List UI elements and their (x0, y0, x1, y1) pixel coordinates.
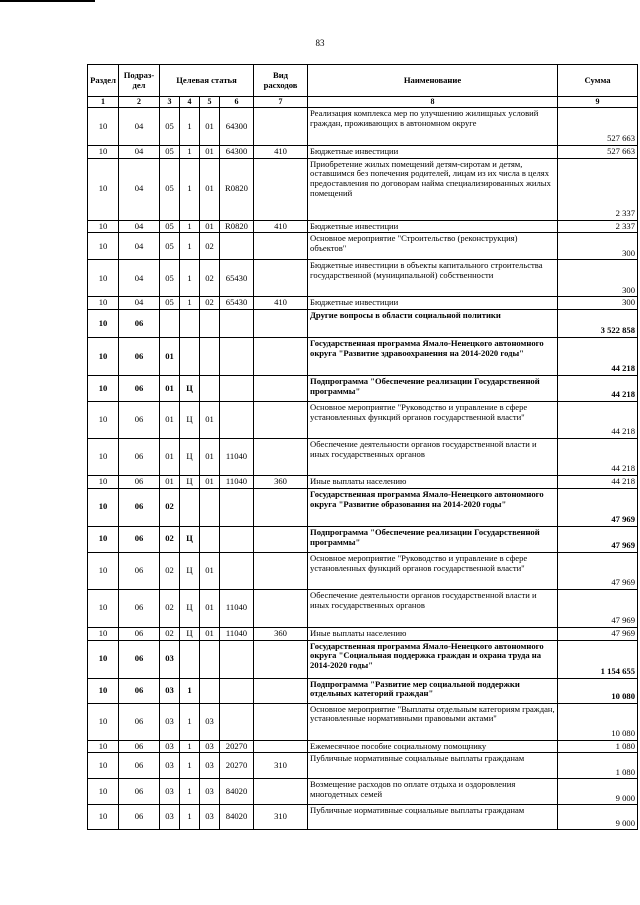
program-code-cell (160, 310, 180, 338)
amount-cell: 44 218 (558, 439, 638, 476)
column-number-row (88, 97, 638, 108)
subprogram-code-cell (180, 488, 200, 526)
activity-code-cell: 01 (200, 220, 220, 233)
razdel-cell: 10 (88, 402, 119, 439)
amount-cell: 2 337 (558, 220, 638, 233)
subprogram-code-cell (180, 640, 200, 678)
table-row (88, 260, 638, 297)
subprogram-code-cell: Ц (180, 439, 200, 476)
podrazdel-cell: 06 (119, 402, 160, 439)
budget-table (87, 64, 638, 830)
col-number: 3 (160, 97, 180, 108)
activity-code-cell (200, 678, 220, 703)
program-code-cell: 02 (160, 627, 180, 640)
podrazdel-cell: 06 (119, 740, 160, 753)
activity-code-cell: 02 (200, 233, 220, 260)
podrazdel-cell: 04 (119, 108, 160, 146)
subprogram-code-cell: 1 (180, 678, 200, 703)
table-row (88, 552, 638, 589)
direction-code-cell (220, 526, 254, 552)
subprogram-code-cell: Ц (180, 552, 200, 589)
subprogram-code-cell: 1 (180, 740, 200, 753)
razdel-cell: 10 (88, 476, 119, 489)
activity-code-cell (200, 338, 220, 376)
podrazdel-cell: 06 (119, 310, 160, 338)
subprogram-code-cell: Ц (180, 376, 200, 402)
subprogram-code-cell: Ц (180, 627, 200, 640)
table-row (88, 310, 638, 338)
program-code-cell: 01 (160, 402, 180, 439)
expense-type-cell: 310 (254, 753, 308, 779)
program-code-cell: 01 (160, 338, 180, 376)
expense-type-cell (254, 779, 308, 805)
table-header-row (88, 65, 638, 97)
podrazdel-cell: 06 (119, 678, 160, 703)
col-number: 8 (308, 97, 558, 108)
program-code-cell: 03 (160, 805, 180, 830)
expense-type-cell (254, 310, 308, 338)
activity-code-cell (200, 488, 220, 526)
name-cell: Основное мероприятие "Руководство и управление в сфере установленных функций органов государственной власти" (308, 402, 558, 439)
subprogram-code-cell: 1 (180, 805, 200, 830)
name-cell: Основное мероприятие "Строительство (реконструкция) объектов" (308, 233, 558, 260)
budget-table-container (87, 64, 637, 830)
expense-type-cell (254, 260, 308, 297)
activity-code-cell: 01 (200, 589, 220, 627)
direction-code-cell: 65430 (220, 260, 254, 297)
activity-code-cell: 01 (200, 158, 220, 220)
expense-type-cell (254, 233, 308, 260)
direction-code-cell: R0820 (220, 158, 254, 220)
table-row (88, 233, 638, 260)
col-number: 2 (119, 97, 160, 108)
program-code-cell: 05 (160, 233, 180, 260)
expense-type-cell: 410 (254, 297, 308, 310)
program-code-cell: 02 (160, 589, 180, 627)
razdel-cell: 10 (88, 439, 119, 476)
header-summa: Сумма (558, 65, 638, 97)
activity-code-cell: 02 (200, 260, 220, 297)
expense-type-cell (254, 108, 308, 146)
program-code-cell: 03 (160, 678, 180, 703)
direction-code-cell: 84020 (220, 779, 254, 805)
expense-type-cell (254, 338, 308, 376)
amount-cell: 3 522 858 (558, 310, 638, 338)
direction-code-cell: 11040 (220, 589, 254, 627)
table-row (88, 627, 638, 640)
amount-cell: 47 969 (558, 488, 638, 526)
podrazdel-cell: 06 (119, 703, 160, 740)
activity-code-cell: 03 (200, 779, 220, 805)
razdel-cell: 10 (88, 678, 119, 703)
program-code-cell: 02 (160, 526, 180, 552)
expense-type-cell: 310 (254, 805, 308, 830)
activity-code-cell: 03 (200, 740, 220, 753)
table-row (88, 753, 638, 779)
subprogram-code-cell (180, 310, 200, 338)
amount-cell: 9 000 (558, 779, 638, 805)
expense-type-cell: 410 (254, 146, 308, 159)
program-code-cell: 05 (160, 297, 180, 310)
col-number: 1 (88, 97, 119, 108)
table-row (88, 779, 638, 805)
direction-code-cell (220, 678, 254, 703)
amount-cell: 1 080 (558, 753, 638, 779)
expense-type-cell: 360 (254, 476, 308, 489)
col-number: 7 (254, 97, 308, 108)
direction-code-cell (220, 310, 254, 338)
razdel-cell: 10 (88, 627, 119, 640)
razdel-cell: 10 (88, 233, 119, 260)
razdel-cell: 10 (88, 260, 119, 297)
podrazdel-cell: 04 (119, 158, 160, 220)
program-code-cell: 03 (160, 753, 180, 779)
program-code-cell: 02 (160, 552, 180, 589)
name-cell: Основное мероприятие "Руководство и управление в сфере установленных функций органов государственной власти" (308, 552, 558, 589)
expense-type-cell (254, 158, 308, 220)
activity-code-cell: 01 (200, 439, 220, 476)
razdel-cell: 10 (88, 488, 119, 526)
razdel-cell: 10 (88, 703, 119, 740)
razdel-cell: 10 (88, 640, 119, 678)
subprogram-code-cell: 1 (180, 158, 200, 220)
razdel-cell: 10 (88, 376, 119, 402)
direction-code-cell (220, 488, 254, 526)
col-number: 5 (200, 97, 220, 108)
podrazdel-cell: 04 (119, 260, 160, 297)
table-row (88, 740, 638, 753)
name-cell: Подпрограмма "Развитие мер социальной поддержки отдельных категорий граждан" (308, 678, 558, 703)
table-row (88, 108, 638, 146)
name-cell: Публичные нормативные социальные выплаты гражданам (308, 753, 558, 779)
table-row (88, 146, 638, 159)
table-row (88, 439, 638, 476)
subprogram-code-cell: 1 (180, 297, 200, 310)
subprogram-code-cell (180, 338, 200, 376)
activity-code-cell: 01 (200, 476, 220, 489)
expense-type-cell (254, 740, 308, 753)
activity-code-cell: 03 (200, 703, 220, 740)
podrazdel-cell: 06 (119, 376, 160, 402)
razdel-cell: 10 (88, 220, 119, 233)
razdel-cell: 10 (88, 338, 119, 376)
table-row (88, 589, 638, 627)
subprogram-code-cell: 1 (180, 260, 200, 297)
razdel-cell: 10 (88, 146, 119, 159)
podrazdel-cell: 06 (119, 439, 160, 476)
amount-cell: 47 969 (558, 627, 638, 640)
table-body (88, 108, 638, 830)
table-row (88, 158, 638, 220)
subprogram-code-cell: Ц (180, 476, 200, 489)
activity-code-cell: 01 (200, 146, 220, 159)
subprogram-code-cell: 1 (180, 779, 200, 805)
name-cell: Основное мероприятие "Выплаты отдельным категориям граждан, установленные нормативными правовыми актами" (308, 703, 558, 740)
direction-code-cell (220, 376, 254, 402)
expense-type-cell (254, 526, 308, 552)
top-rule (0, 0, 95, 2)
activity-code-cell: 03 (200, 753, 220, 779)
podrazdel-cell: 06 (119, 805, 160, 830)
razdel-cell: 10 (88, 526, 119, 552)
header-naimenovanie: Наименование (308, 65, 558, 97)
name-cell: Ежемесячное пособие социальному помощнику (308, 740, 558, 753)
podrazdel-cell: 04 (119, 146, 160, 159)
activity-code-cell: 01 (200, 108, 220, 146)
program-code-cell: 01 (160, 376, 180, 402)
direction-code-cell: 20270 (220, 753, 254, 779)
podrazdel-cell: 04 (119, 297, 160, 310)
direction-code-cell: R0820 (220, 220, 254, 233)
header-celevaya: Целевая статья (160, 65, 254, 97)
subprogram-code-cell: 1 (180, 108, 200, 146)
direction-code-cell: 11040 (220, 476, 254, 489)
program-code-cell: 05 (160, 260, 180, 297)
amount-cell: 1 154 655 (558, 640, 638, 678)
expense-type-cell (254, 703, 308, 740)
program-code-cell: 05 (160, 158, 180, 220)
amount-cell: 300 (558, 297, 638, 310)
direction-code-cell (220, 703, 254, 740)
name-cell: Государственная программа Ямало-Ненецкого автономного округа "Развитие образования на 2014-2020 годы" (308, 488, 558, 526)
activity-code-cell: 02 (200, 297, 220, 310)
name-cell: Другие вопросы в области социальной политики (308, 310, 558, 338)
podrazdel-cell: 06 (119, 488, 160, 526)
expense-type-cell (254, 402, 308, 439)
amount-cell: 527 663 (558, 108, 638, 146)
direction-code-cell: 84020 (220, 805, 254, 830)
program-code-cell: 03 (160, 779, 180, 805)
razdel-cell: 10 (88, 310, 119, 338)
subprogram-code-cell: 1 (180, 233, 200, 260)
direction-code-cell (220, 640, 254, 678)
razdel-cell: 10 (88, 779, 119, 805)
subprogram-code-cell: 1 (180, 753, 200, 779)
program-code-cell: 01 (160, 439, 180, 476)
podrazdel-cell: 06 (119, 476, 160, 489)
amount-cell: 47 969 (558, 526, 638, 552)
direction-code-cell: 11040 (220, 439, 254, 476)
expense-type-cell (254, 439, 308, 476)
razdel-cell: 10 (88, 297, 119, 310)
podrazdel-cell: 04 (119, 220, 160, 233)
subprogram-code-cell: Ц (180, 402, 200, 439)
program-code-cell: 05 (160, 108, 180, 146)
program-code-cell: 03 (160, 640, 180, 678)
activity-code-cell (200, 526, 220, 552)
activity-code-cell (200, 640, 220, 678)
subprogram-code-cell: Ц (180, 526, 200, 552)
subprogram-code-cell: 1 (180, 146, 200, 159)
expense-type-cell (254, 589, 308, 627)
name-cell: Бюджетные инвестиции в объекты капитального строительства государственной (муниципальной) собственности (308, 260, 558, 297)
direction-code-cell (220, 338, 254, 376)
activity-code-cell: 01 (200, 402, 220, 439)
col-number: 4 (180, 97, 200, 108)
name-cell: Бюджетные инвестиции (308, 297, 558, 310)
page-number: 83 (315, 38, 325, 48)
name-cell: Приобретение жилых помещений детям-сиротам и детям, оставшимся без попечения родителей, лицам из их числа в целях предоставления по договорам найма специализированных жилых помещений (308, 158, 558, 220)
col-number: 9 (558, 97, 638, 108)
name-cell: Государственная программа Ямало-Ненецкого автономного округа "Развитие здравоохранения на 2014-2020 годы" (308, 338, 558, 376)
podrazdel-cell: 06 (119, 627, 160, 640)
name-cell: Возмещение расходов по оплате отдыха и оздоровления многодетных семей (308, 779, 558, 805)
activity-code-cell: 03 (200, 805, 220, 830)
amount-cell: 44 218 (558, 476, 638, 489)
table-row (88, 376, 638, 402)
podrazdel-cell: 06 (119, 338, 160, 376)
direction-code-cell: 64300 (220, 146, 254, 159)
name-cell: Бюджетные инвестиции (308, 146, 558, 159)
amount-cell: 47 969 (558, 589, 638, 627)
razdel-cell: 10 (88, 552, 119, 589)
name-cell: Публичные нормативные социальные выплаты гражданам (308, 805, 558, 830)
program-code-cell: 03 (160, 703, 180, 740)
expense-type-cell (254, 488, 308, 526)
amount-cell: 44 218 (558, 338, 638, 376)
header-razdel: Раздел (88, 65, 119, 97)
expense-type-cell (254, 552, 308, 589)
razdel-cell: 10 (88, 753, 119, 779)
amount-cell: 44 218 (558, 402, 638, 439)
table-row (88, 338, 638, 376)
table-row (88, 297, 638, 310)
col-number: 6 (220, 97, 254, 108)
amount-cell: 300 (558, 233, 638, 260)
expense-type-cell: 360 (254, 627, 308, 640)
expense-type-cell (254, 640, 308, 678)
amount-cell: 1 080 (558, 740, 638, 753)
amount-cell: 2 337 (558, 158, 638, 220)
table-row (88, 678, 638, 703)
amount-cell: 527 663 (558, 146, 638, 159)
amount-cell: 10 080 (558, 703, 638, 740)
table-row (88, 703, 638, 740)
podrazdel-cell: 06 (119, 526, 160, 552)
table-row (88, 640, 638, 678)
podrazdel-cell: 06 (119, 589, 160, 627)
name-cell: Государственная программа Ямало-Ненецкого автономного округа "Социальная поддержка граждан и охрана труда на 2014-2020 годы" (308, 640, 558, 678)
header-vid: Вид расходов (254, 65, 308, 97)
name-cell: Иные выплаты населению (308, 476, 558, 489)
direction-code-cell (220, 233, 254, 260)
header-podrazdel: Подраз-дел (119, 65, 160, 97)
direction-code-cell: 65430 (220, 297, 254, 310)
table-row (88, 220, 638, 233)
program-code-cell: 03 (160, 740, 180, 753)
razdel-cell: 10 (88, 158, 119, 220)
table-row (88, 402, 638, 439)
subprogram-code-cell: 1 (180, 703, 200, 740)
activity-code-cell (200, 376, 220, 402)
amount-cell: 47 969 (558, 552, 638, 589)
name-cell: Обеспечение деятельности органов государственной власти и иных государственных органов (308, 589, 558, 627)
direction-code-cell: 11040 (220, 627, 254, 640)
name-cell: Подпрограмма "Обеспечение реализации Государственной программы" (308, 526, 558, 552)
direction-code-cell (220, 402, 254, 439)
activity-code-cell: 01 (200, 552, 220, 589)
direction-code-cell (220, 552, 254, 589)
razdel-cell: 10 (88, 108, 119, 146)
amount-cell: 300 (558, 260, 638, 297)
subprogram-code-cell: Ц (180, 589, 200, 627)
program-code-cell: 05 (160, 220, 180, 233)
table-row (88, 488, 638, 526)
name-cell: Обеспечение деятельности органов государственной власти и иных государственных органов (308, 439, 558, 476)
podrazdel-cell: 06 (119, 552, 160, 589)
podrazdel-cell: 06 (119, 753, 160, 779)
name-cell: Бюджетные инвестиции (308, 220, 558, 233)
program-code-cell: 05 (160, 146, 180, 159)
expense-type-cell: 410 (254, 220, 308, 233)
amount-cell: 9 000 (558, 805, 638, 830)
direction-code-cell: 64300 (220, 108, 254, 146)
razdel-cell: 10 (88, 740, 119, 753)
program-code-cell: 01 (160, 476, 180, 489)
name-cell: Иные выплаты населению (308, 627, 558, 640)
expense-type-cell (254, 678, 308, 703)
amount-cell: 44 218 (558, 376, 638, 402)
table-row (88, 526, 638, 552)
direction-code-cell: 20270 (220, 740, 254, 753)
expense-type-cell (254, 376, 308, 402)
activity-code-cell: 01 (200, 627, 220, 640)
name-cell: Реализация комплекса мер по улучшению жилищных условий граждан, проживающих в автономном округе (308, 108, 558, 146)
table-row (88, 805, 638, 830)
table-row (88, 476, 638, 489)
podrazdel-cell: 04 (119, 233, 160, 260)
activity-code-cell (200, 310, 220, 338)
subprogram-code-cell: 1 (180, 220, 200, 233)
program-code-cell: 02 (160, 488, 180, 526)
podrazdel-cell: 06 (119, 640, 160, 678)
amount-cell: 10 080 (558, 678, 638, 703)
name-cell: Подпрограмма "Обеспечение реализации Государственной программы" (308, 376, 558, 402)
razdel-cell: 10 (88, 589, 119, 627)
razdel-cell: 10 (88, 805, 119, 830)
podrazdel-cell: 06 (119, 779, 160, 805)
